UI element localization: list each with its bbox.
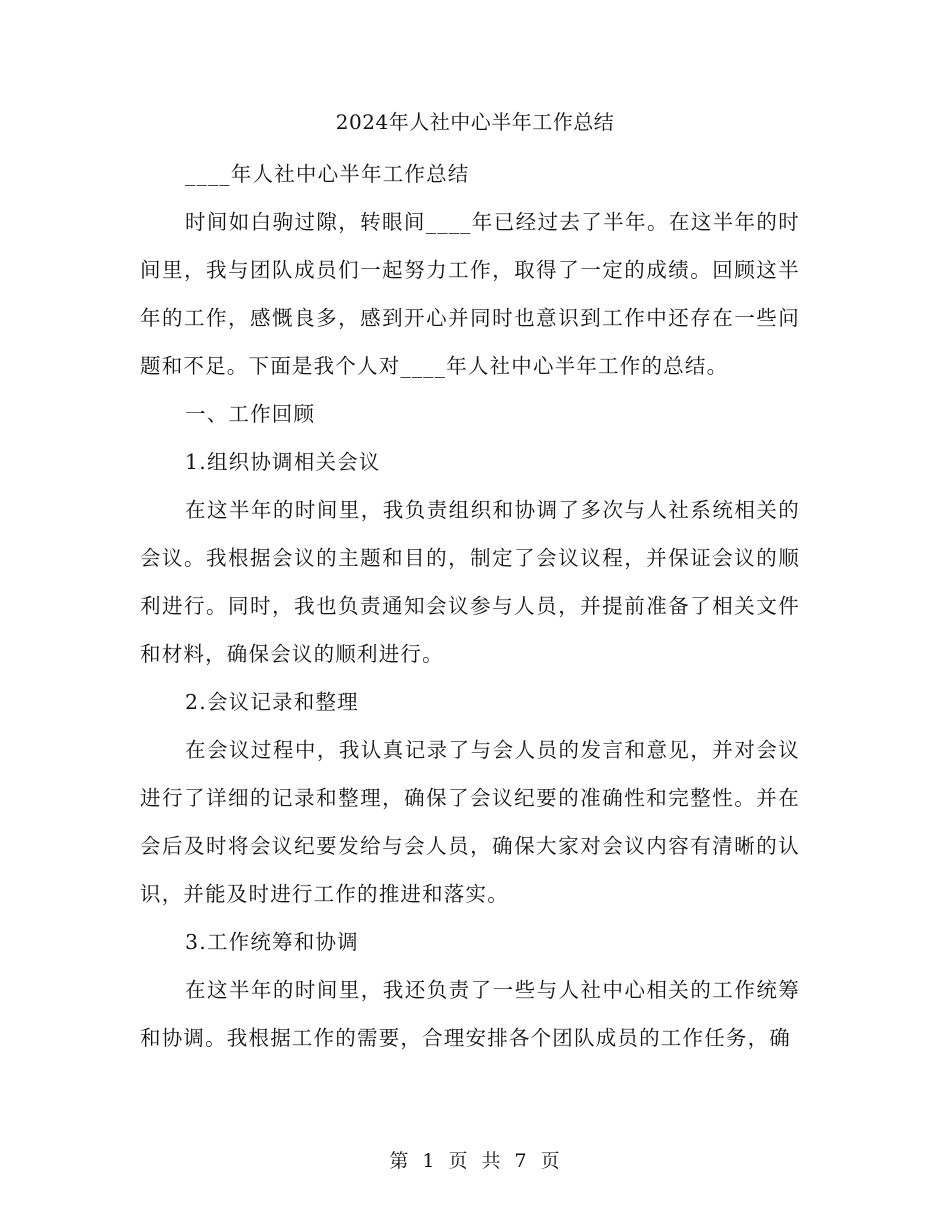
subheading-coordination: 3.工作统筹和协调 [185, 930, 359, 954]
meetings-paragraph: 在这半年的时间里，我负责组织和协调了多次与人社系统相关的会议。我根据会议的主题和目的，制定了会议议程，并保证会议的顺利进行。同时，我也负责通知会议参与人员，并提前准备了相关文件和材料，确保会议的顺利进行。 [140, 498, 800, 666]
section-heading-review: 一、工作回顾 [185, 402, 316, 426]
records-paragraph: 在会议过程中，我认真记录了与会人员的发言和意见，并对会议进行了详细的记录和整理，确保了会议纪要的准确性和完整性。并在会后及时将会议纪要发给与会人员，确保大家对会议内容有清晰的认识，并能及时进行工作的推进和落实。 [140, 738, 800, 906]
intro-paragraph: 时间如白驹过隙，转眼间____年已经过去了半年。在这半年的时间里，我与团队成员们一起努力工作，取得了一定的成绩。回顾这半年的工作，感慨良多，感到开心并同时也意识到工作中还存在一些问题和不足。下面是我个人对____年人社中心半年工作的总结。 [140, 210, 800, 378]
subtitle-paragraph: ____年人社中心半年工作总结 [185, 162, 470, 186]
document-title: 2024年人社中心半年工作总结 [335, 110, 615, 134]
subheading-meetings: 1.组织协调相关会议 [185, 450, 381, 474]
subheading-records: 2.会议记录和整理 [185, 690, 359, 714]
page-number-footer: 第 1 页 共 7 页 [389, 1150, 561, 1172]
document-body [140, 150, 800, 1062]
coordination-paragraph: 在这半年的时间里，我还负责了一些与人社中心相关的工作统筹和协调。我根据工作的需要，合理安排各个团队成员的工作任务，确 [140, 978, 800, 1050]
